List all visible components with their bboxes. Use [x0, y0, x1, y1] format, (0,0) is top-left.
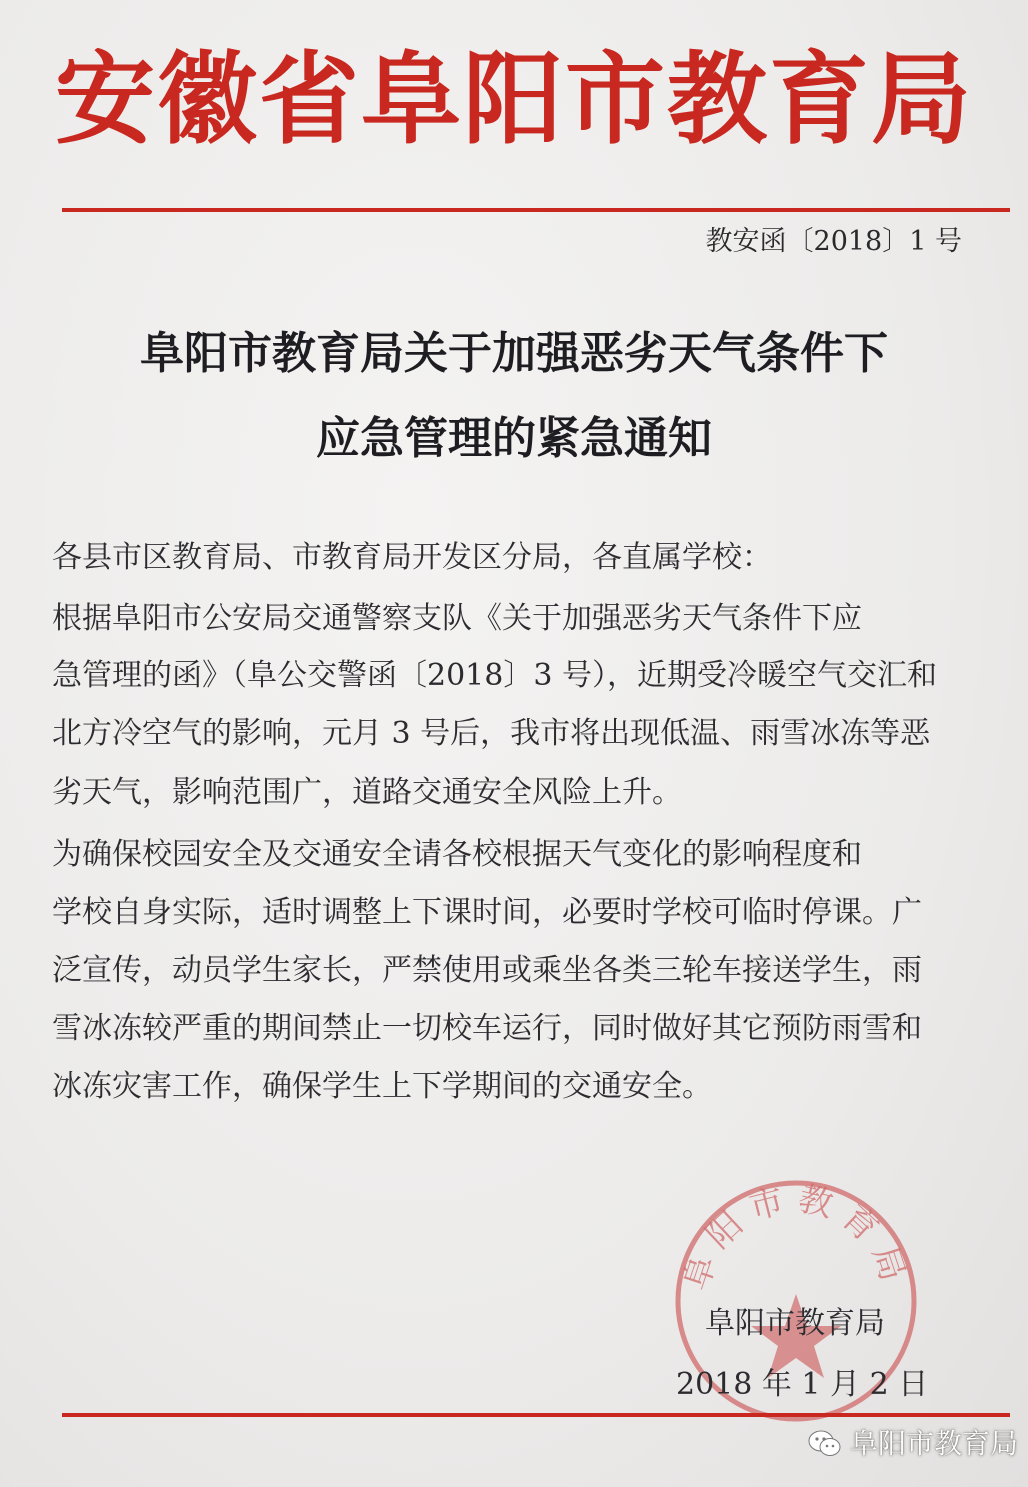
paragraph-2-line: 冰冻灾害工作，确保学生上下学期间的交通安全。	[52, 1069, 712, 1104]
document-number: 教安函〔2018〕1 号	[705, 226, 962, 257]
notice-title-line-1: 阜阳市教育局关于加强恶劣天气条件下	[140, 328, 888, 379]
svg-text:阜阳市教育局	[676, 1179, 916, 1296]
paragraph-2-line: 泛宣传，动员学生家长，严禁使用或乘坐各类三轮车接送学生，雨	[52, 953, 922, 988]
paragraph-1-line: 根据阜阳市公安局交通警察支队《关于加强恶劣天气条件下应	[52, 601, 862, 636]
signature-organization: 阜阳市教育局	[705, 1306, 885, 1341]
footer-divider	[62, 1413, 1010, 1417]
paragraph-1-line: 北方冷空气的影响，元月 3 号后，我市将出现低温、雨雪冰冻等恶	[52, 716, 931, 751]
paragraph-2-line: 雪冰冻较严重的期间禁止一切校车运行，同时做好其它预防雨雪和	[52, 1011, 922, 1046]
signature-date: 2018 年 1 月 2 日	[676, 1367, 929, 1402]
seal-text: 阜阳市教育局	[676, 1178, 916, 1296]
wechat-watermark	[808, 1424, 1018, 1464]
paragraph-2-line: 为确保校园安全及交通安全请各校根据天气变化的影响程度和	[52, 837, 862, 872]
letterhead-title: 安徽省阜阳市教育局	[55, 41, 973, 158]
wechat-icon	[808, 1429, 842, 1459]
letterhead-divider	[62, 208, 1010, 212]
notice-title-line-2: 应急管理的紧急通知	[316, 413, 712, 464]
paragraph-2-line: 学校自身实际，适时调整上下课时间，必要时学校可临时停课。广	[52, 895, 922, 930]
watermark-text: 阜阳市教育局	[850, 1427, 1019, 1460]
paragraph-1-line: 劣天气，影响范围广，道路交通安全风险上升。	[52, 775, 682, 810]
paragraph-1-line: 急管理的函》（阜公交警函〔2018〕3 号），近期受冷暖空气交汇和	[52, 658, 937, 693]
salutation: 各县市区教育局、市教育局开发区分局，各直属学校：	[52, 540, 772, 575]
